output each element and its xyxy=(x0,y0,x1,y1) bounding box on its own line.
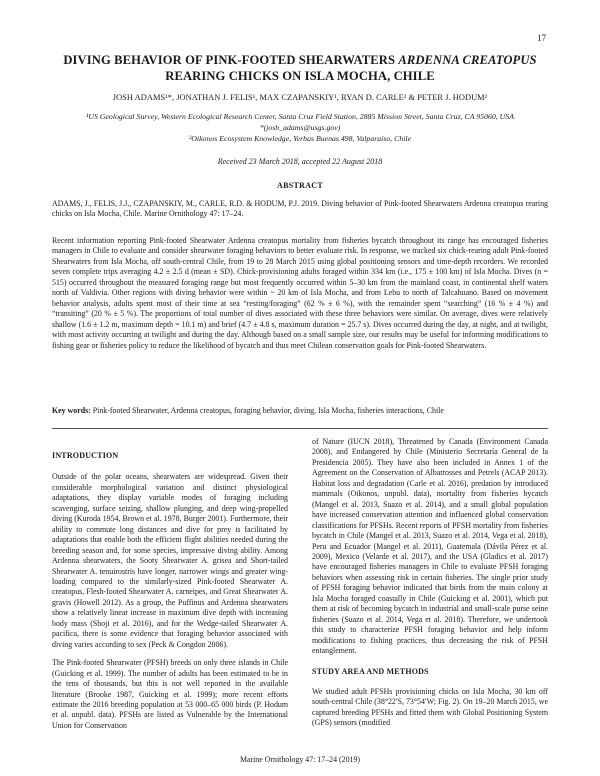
keywords xyxy=(52,406,548,416)
keywords-label: Key words: xyxy=(52,406,91,415)
keywords-list: Pink-footed Shearwater, Ardenna creatopus, foraging behavior, diving, Isla Mocha, fisheries interactions, Chile xyxy=(90,406,444,415)
title-text-2: REARING CHICKS ON ISLA MOCHA, CHILE xyxy=(165,69,435,83)
affiliation-oikonos: ²Oikonos Ecosystem Knowledge, Yerbas Buenas 498, Valparaíso, Chile xyxy=(188,134,412,143)
intro-paragraph-3: of Nature (IUCN 2018), Threatened by Canada (Environment Canada 2008), and Endangered by Chile (Ministerio Secretaría General de la Presidencia 2005). They have also been included in Annex 1 of the Agreement on the Conservation of Albatrosses and Petrels (ACAP 2013). Habitat loss and degradation (Carle et al. 2016), predation by introduced mammals (Oikonos, unpubl. data), mortality from fisheries bycatch (Mangel et al. 2013, Suazo et al. 2014), and a small global population have increased conservation attention and influenced global conservation classifications for PFSHs. Recent reports of PFSH mortality from fisheries bycatch in Chile (Mangel et al. 2013, Suazo et al. 2014, Vega et al. 2018), Peru and Ecuador (Mangel et al. 2011), Guatemala (Dávila Pérez et al. 2009), Mexico (Velarde et al. 2017), and the USA (Gladics et al. 2017) have encouraged fisheries managers in Chile to evaluate PFSH foraging behaviors when assessing risk in certain fisheries. The single prior study of PFSH foraging behavior indicated that birds from the main colony at Isla Mocha foraged coastally in Chile (Guicking et al. 2001), which put them at risk of becoming bycatch in industrial and small-scale purse seine fisheries (Suazo et al. 2014, Vega et al. 2018). Therefore, we undertook this study to characterize PFSH foraging behavior and help inform modifications to fishing practices, thus decreasing the risk of PFSH entanglement. xyxy=(312,437,548,656)
page-number: 17 xyxy=(537,33,546,43)
intro-paragraph-1: Outside of the polar oceans, shearwaters are widespread. Given their considerable morphological variation and distinct physiological adaptations, they display variable modes of foraging including scavenging, surface seizing, shallow plunging, and deep wing-propelled diving (Kuroda 1954, Brown et al. 1978, Burger 2001). Furthermore, their ability to commute long distances and dive for prey is facilitated by adaptations that enable both the efficient flight abilities needed during the breeding season and, for some species, impressive diving ability. Among Ardenna shearwaters, the Sooty Shearwater A. grisea and Short-tailed Shearwater A. tenuirostris have longer, narrower wings and greater wing-loading compared to the similarly-sized Pink-footed Shearwater A. creatopus, Flesh-footed Shearwater A. carneipes, and Great Shearwater A. gravis (Howell 2012). As a group, the Puffinus and Ardenna shearwaters show a relatively linear increase in maximum dive depth with increasing body mass (Shoji et al. 2016), and for the Wedge-tailed Shearwater A. pacifica, there is some evidence that foraging behavior associated with diving varies according to sex (Peck & Congdon 2006). xyxy=(52,472,288,649)
received-date: Received 23 March 2018, accepted 22 August 2018 xyxy=(217,157,383,166)
abstract-heading: ABSTRACT xyxy=(277,181,323,190)
divider-rule xyxy=(52,428,548,429)
methods-paragraph-1: We studied adult PFSHs provisioning chicks on Isla Mocha, 30 km off south-central Chile (38°22′S, 73°54′W; Fig. 2). On 19–20 March 2015, we captured breeding PFSHs and fitted them with Global Positioning System (GPS) sensors (modified xyxy=(312,686,548,728)
corresponding-email: *(josh_adams@usgs.gov) xyxy=(259,123,341,132)
right-column xyxy=(312,437,548,737)
page-footer: Marine Ornithology 47: 17–24 (2019) xyxy=(239,755,361,764)
citation: ADAMS, J., FELIS, J.J., CZAPANSKIY, M., CARLE, R.D. & HODUM, P.J. 2019. Diving behavior of Pink-footed Shearwaters Ardenna creatopus rearing chicks on Isla Mocha, Chile. Marine Ornithology 47: 17–24. xyxy=(52,199,548,219)
title-text-1: DIVING BEHAVIOR OF PINK-FOOTED SHEARWATERS xyxy=(63,53,399,67)
affiliation-usgs: ¹US Geological Survey, Western Ecological Research Center, Santa Cruz Field Station, 2885 Mission Street, Santa Cruz, CA 95060, USA xyxy=(86,112,514,121)
introduction-heading: INTRODUCTION xyxy=(52,451,119,460)
author-list: JOSH ADAMS¹*, JONATHAN J. FELIS¹, MAX CZAPANSKIY¹, RYAN D. CARLE² & PETER J. HODUM² xyxy=(112,93,488,102)
affiliations xyxy=(50,111,550,144)
intro-paragraph-2: The Pink-footed Shearwater (PFSH) breeds on only three islands in Chile (Guicking et al. 1999). The number of adults has been estimated to be in the tens of thousands, but this is not well reported in the available literature (Brooke 1987, Guicking et al. 1999); more recent efforts estimate the 2016 breeding population at 53 000–65 000 birds (P. Hodum et al. unpubl. data). PFSHs are listed as Vulnerable by the International Union for Conservation xyxy=(52,658,288,730)
left-column xyxy=(52,437,288,739)
article-title xyxy=(60,52,540,84)
abstract-text: Recent information reporting Pink-footed Shearwater Ardenna creatopus mortality from fisheries bycatch throughout its range has encouraged fisheries managers in Chile to evaluate and consider shearwater foraging behaviors to better evaluate risk. In response, we tracked six chick-rearing adult Pink-footed Shearwaters from Isla Mocha, off south-central Chile, from 19 to 28 March 2015 using global positioning sensors and time-depth recorders. We recorded seven complete trips averaging 4.2 ± 2.5 d (mean ± SD). Chick-provisioning adults foraged within 334 km (i.e., 175 ± 100 km) of Isla Mocha. Dives (n = 515) occurred throughout the measured foraging range but most frequently occurred within 5–30 km from the mainland coast, in continental shelf waters north of Valdivia. Other regions with diving behavior were within ~ 20 km of Isla Mocha, and from Lebu to north of Talcahuano. Based on movement behavior analysis, adults spent most of their time at sea “resting/foraging” (62 % ± 6 %), with the remainder spent “searching” (16 % ± 4 %) and “transiting” (20 % ± 5 %). The proportions of total number of dives associated with these three behaviors were similar. On average, dives were relatively shallow (1.6 ± 1.2 m, maximum depth = 10.1 m) and brief (4.7 ± 4.8 s, maximum duration = 25.7 s). Dives occurred during the day, at night, and at twilight, with most activity occurring at twilight and during the day. Although based on a small sample size, our results may be useful for informing modifications to fishing gear or fisheries policy to reduce the likelihood of bycatch and thus meet Chilean conservation goals for Pink-footed Shearwaters. xyxy=(52,236,548,350)
methods-heading: STUDY AREA AND METHODS xyxy=(312,666,429,676)
title-species: ARDENNA CREATOPUS xyxy=(398,53,537,67)
